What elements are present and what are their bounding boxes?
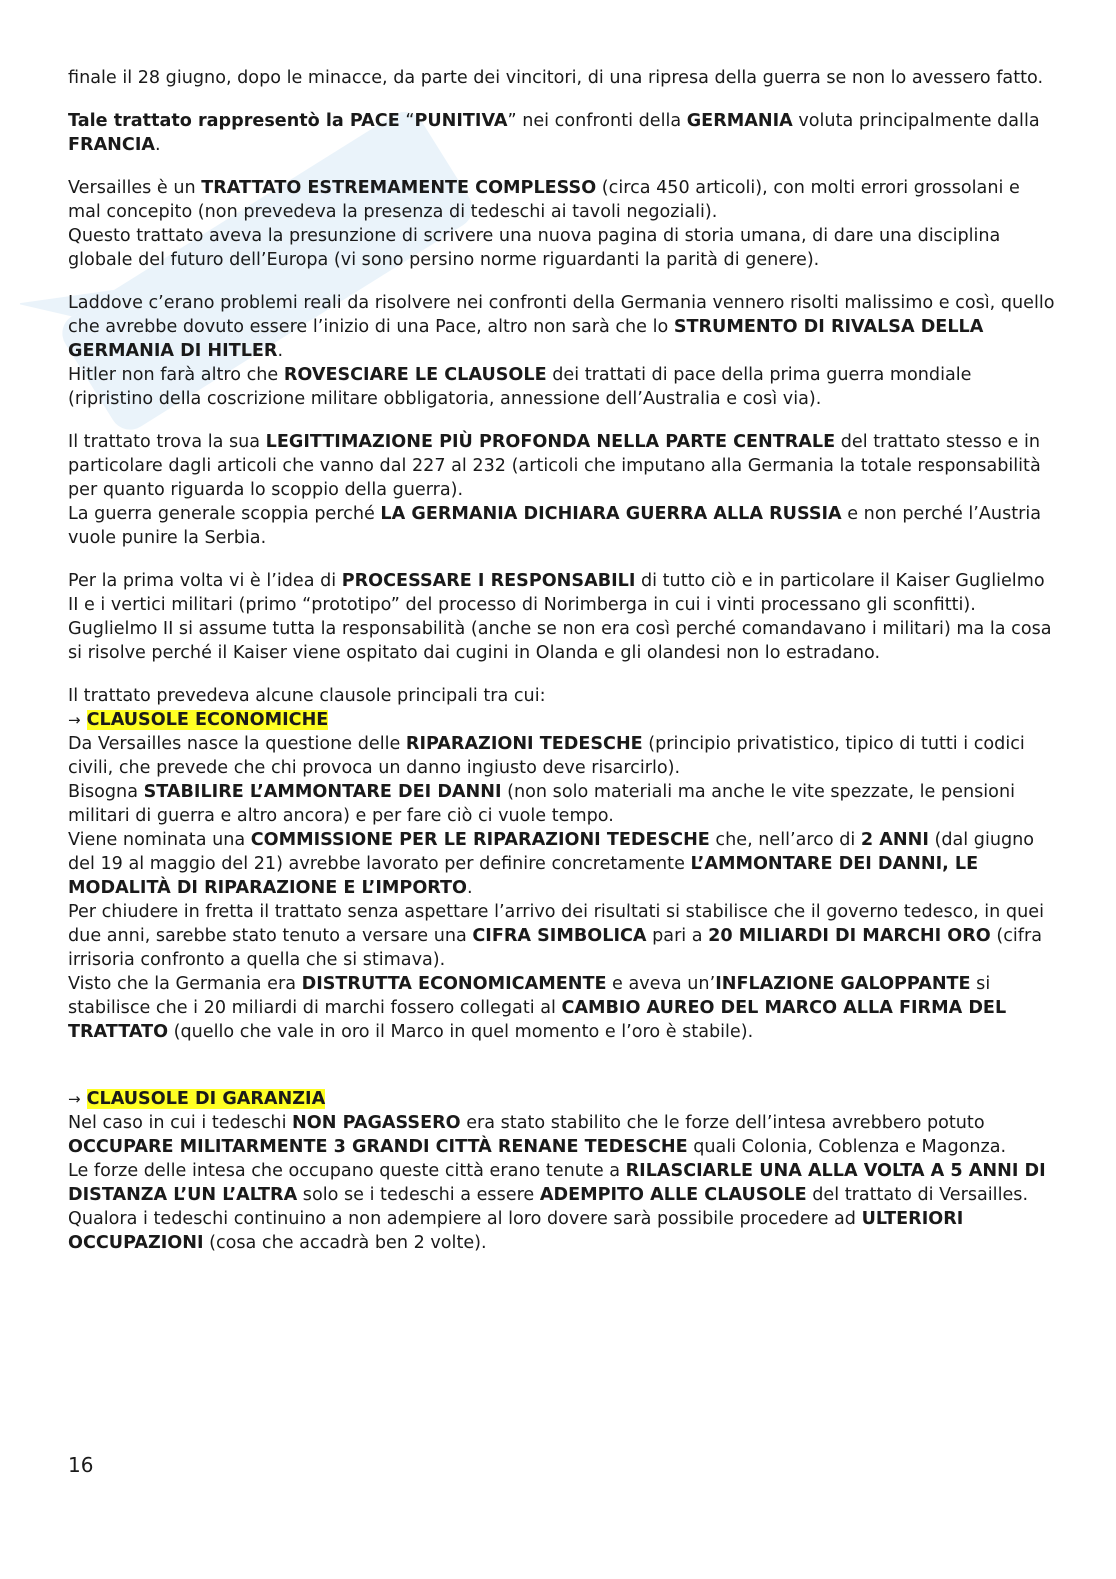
paragraph-3: Versailles è un TRATTATO ESTREMAMENTE COMPLESSO (circa 450 articoli), con molti errori grossolani e mal concepito (non prevedeva la presenza di tedeschi ai tavoli negoziali). bbox=[68, 178, 1020, 222]
paragraph-17: Nel caso in cui i tedeschi NON PAGASSERO era stato stabilito che le forze dell’intesa avrebbero potuto OCCUPARE MILITARMENTE 3 GRANDI CITTÀ RENANE TEDESCHE quali Colonia, Coblenza e Magonza. bbox=[68, 1113, 1007, 1157]
paragraph-12: Da Versailles nasce la questione delle RIPARAZIONI TEDESCHE (principio privatistico, tipico di tutti i codici civili, che prevede che chi provoca un danno ingiusto deve risarcirlo). bbox=[68, 734, 1025, 778]
paragraph-15: Per chiudere in fretta il trattato senza aspettare l’arrivo dei risultati si stabilisce che il governo tedesco, in quei due anni, sarebbe stato tenuto a versare una CIFRA SIMBOLICA pari a 20 MILIARDI DI MARCHI ORO (cifra irrisoria confronto a quella che si stimava). bbox=[68, 902, 1044, 970]
section-heading-garanzia: → CLAUSOLE DI GARANZIA bbox=[68, 1089, 326, 1109]
paragraph-4: Questo trattato aveva la presunzione di scrivere una nuova pagina di storia umana, di dare una disciplina globale del futuro dell’Europa (vi sono persino norme riguardanti la parità di genere). bbox=[68, 226, 1001, 270]
arrow-right-icon: → bbox=[68, 711, 81, 729]
paragraph-19: Qualora i tedeschi continuino a non adempiere al loro dovere sarà possibile procedere ad ULTERIORI OCCUPAZIONI (cosa che accadrà ben 2 volte). bbox=[68, 1209, 964, 1253]
paragraph-2: Tale trattato rappresentò la PACE “PUNITIVA” nei confronti della GERMANIA voluta principalmente dalla FRANCIA. bbox=[68, 111, 1040, 155]
paragraph-7: Il trattato trova la sua LEGITTIMAZIONE PIÙ PROFONDA NELLA PARTE CENTRALE del trattato stesso e in particolare dagli articoli che vanno dal 227 al 232 (articoli che imputano alla Germania la totale responsabilità per quanto riguarda lo scoppio della guerra). bbox=[68, 432, 1041, 500]
paragraph-9: Per la prima volta vi è l’idea di PROCESSARE I RESPONSABILI di tutto ciò e in particolare il Kaiser Guglielmo II e i vertici militari (primo “prototipo” del processo di Norimberga in cui i vinti processano gli sconfitti). bbox=[68, 571, 1045, 615]
paragraph-14: Viene nominata una COMMISSIONE PER LE RIPARAZIONI TEDESCHE che, nell’arco di 2 ANNI (dal giugno del 19 al maggio del 21) avrebbe lavorato per definire concretamente L’AMMONTARE DEI DANNI, LE MODALITÀ DI RIPARAZIONE E L’IMPORTO. bbox=[68, 830, 1035, 898]
page-number: 16 bbox=[68, 1453, 94, 1477]
paragraph-13: Bisogna STABILIRE L’AMMONTARE DEI DANNI (non solo materiali ma anche le vite spezzate, le pensioni militari di guerra e altro ancora) e per fare ciò ci vuole tempo. bbox=[68, 782, 1015, 826]
document-page bbox=[68, 66, 1058, 1255]
paragraph-11: Il trattato prevedeva alcune clausole principali tra cui: bbox=[68, 686, 546, 706]
section-heading-economiche: → CLAUSOLE ECONOMICHE bbox=[68, 710, 329, 730]
paragraph-5: Laddove c’erano problemi reali da risolvere nei confronti della Germania vennero risolti malissimo e così, quello che avrebbe dovuto essere l’inizio di una Pace, altro non sarà che lo STRUMENTO DI RIVALSA DELLA GERMANIA DI HITLER. bbox=[68, 293, 1055, 361]
arrow-right-icon: → bbox=[68, 1090, 81, 1108]
paragraph-10: Guglielmo II si assume tutta la responsabilità (anche se non era così perché comandavano i militari) ma la cosa si risolve perché il Kaiser viene ospitato dai cugini in Olanda e gli olandesi non lo estradano. bbox=[68, 619, 1052, 663]
paragraph-6: Hitler non farà altro che ROVESCIARE LE CLAUSOLE dei trattati di pace della prima guerra mondiale (ripristino della coscrizione militare obbligatoria, annessione dell’Australia e così via). bbox=[68, 365, 972, 409]
paragraph-8: La guerra generale scoppia perché LA GERMANIA DICHIARA GUERRA ALLA RUSSIA e non perché l’Austria vuole punire la Serbia. bbox=[68, 504, 1042, 548]
paragraph-1: finale il 28 giugno, dopo le minacce, da parte dei vincitori, di una ripresa della guerra se non lo avessero fatto. bbox=[68, 68, 1044, 88]
paragraph-18: Le forze delle intesa che occupano queste città erano tenute a RILASCIARLE UNA ALLA VOLTA A 5 ANNI DI DISTANZA L’UN L’ALTRA solo se i tedeschi a essere ADEMPITO ALLE CLAUSOLE del trattato di Versailles. bbox=[68, 1161, 1046, 1205]
paragraph-16: Visto che la Germania era DISTRUTTA ECONOMICAMENTE e aveva un’INFLAZIONE GALOPPANTE si stabilisce che i 20 miliardi di marchi fossero collegati al CAMBIO AUREO DEL MARCO ALLA FIRMA DEL TRATTATO (quello che vale in oro il Marco in quel momento e l’oro è stabile). bbox=[68, 974, 1007, 1042]
